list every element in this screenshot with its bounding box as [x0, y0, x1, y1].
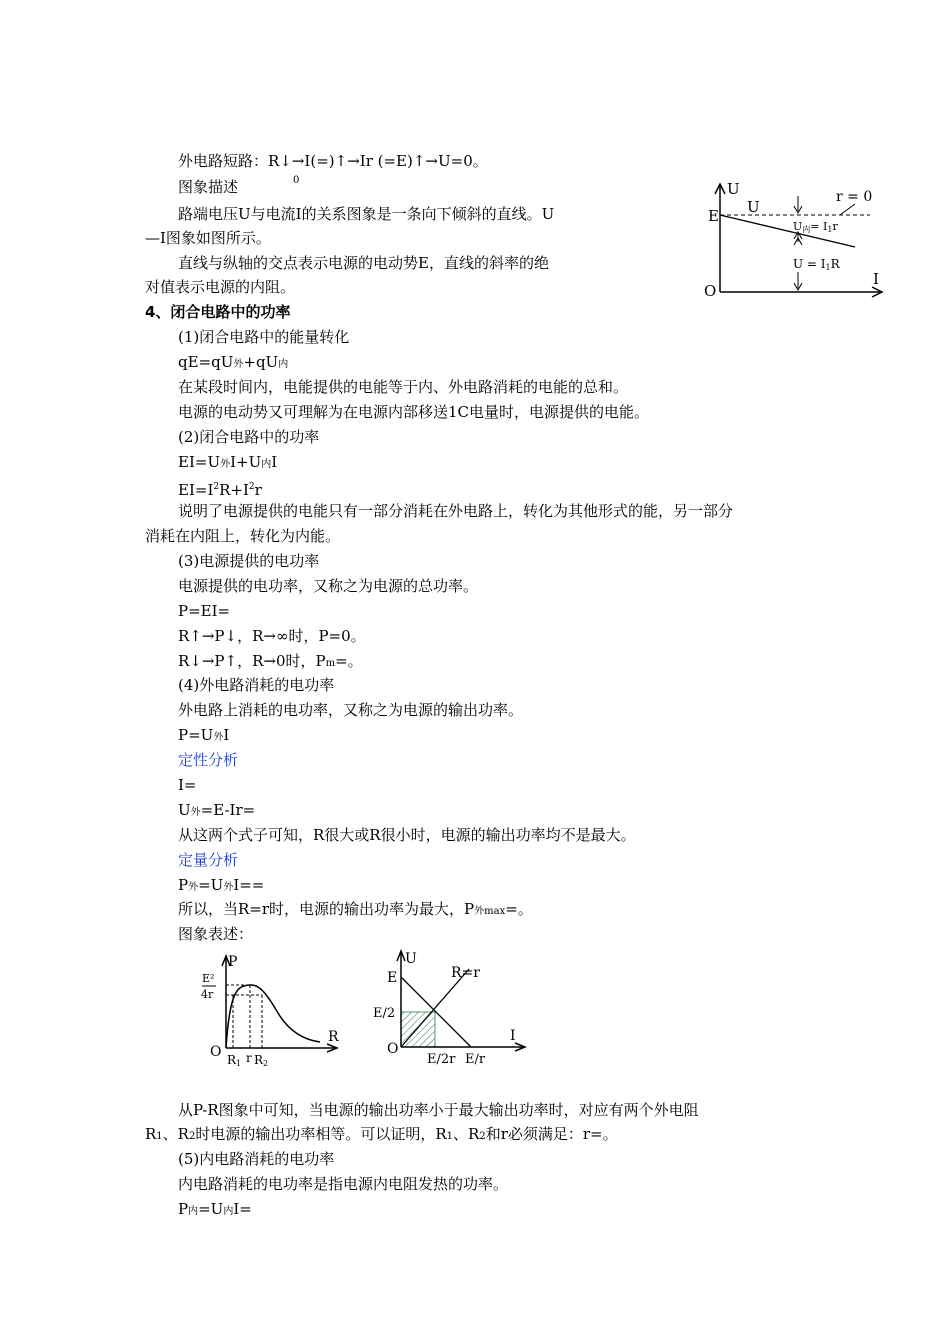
- u-segment-label: U: [747, 198, 760, 216]
- subheading-2: (2)闭合电路中的功率: [178, 428, 320, 446]
- r1-label: R1: [227, 1053, 242, 1068]
- formula-r-down: R↓→P↑，R→0时，Pm=。: [178, 652, 363, 670]
- pr-graph-figure: [190, 948, 350, 1073]
- 4r-label: 4r: [201, 988, 214, 1001]
- uir-label: U = I1R: [793, 257, 840, 272]
- text-not-max: 从这两个式子可知，R很大或R很小时，电源的输出功率均不是最大。: [178, 826, 636, 844]
- r0-pointer: [840, 204, 855, 215]
- ui-rr-graph-figure: [365, 945, 535, 1070]
- origin-label: O: [210, 1044, 222, 1060]
- text-explanation-1: 说明了电源提供的电能只有一部分消耗在外电路上，转化为其他形式的能，另一部分: [178, 502, 734, 520]
- text-energy-sum: 在某段时间内，电能提供的电能等于内、外电路消耗的电能的总和。: [178, 378, 629, 396]
- subheading-1: (1)闭合电路中的能量转化: [178, 328, 350, 346]
- text-explanation-2: 消耗在内阻上，转化为内能。: [145, 527, 341, 545]
- i-axis-label: I: [510, 1028, 516, 1044]
- formula-r-up: R↑→P↓，R→∞时，P=0。: [178, 627, 366, 645]
- subheading-4: (4)外电路消耗的电功率: [178, 676, 335, 694]
- text-emf-meaning: 电源的电动势又可理解为在电源内部移送1C电量时，电源提供的电能。: [178, 403, 650, 421]
- ui-graph-figure: [700, 178, 890, 303]
- heading-quantitative: 定量分析: [178, 851, 239, 869]
- text-total-power: 电源提供的电功率，又称之为电源的总功率。: [178, 577, 479, 595]
- heading-qualitative: 定性分析: [178, 751, 239, 769]
- origin-label: O: [704, 282, 717, 300]
- e-over-2r-label: E/2r: [427, 1052, 456, 1067]
- e-label: E: [387, 970, 398, 986]
- heading-graph-description: 图象描述: [178, 178, 239, 196]
- r-axis-label: R: [328, 1029, 339, 1045]
- formula-u-out: U外=E-Ir=: [178, 801, 256, 819]
- e-label: E: [708, 207, 719, 225]
- subheading-3: (3)电源提供的电功率: [178, 552, 320, 570]
- r2-label: R2: [254, 1053, 269, 1068]
- e2-label: E²: [202, 972, 215, 985]
- subheading-5: (5)内电路消耗的电功率: [178, 1150, 335, 1168]
- text-pr-conclusion-2: R1、R2时电源的输出功率相等。可以证明，R1、R2和r必须满足：r=。: [145, 1125, 618, 1143]
- r-label: r: [246, 1051, 252, 1065]
- pr-curve: [226, 985, 320, 1048]
- text-pr-conclusion-1: 从P-R图象中可知，当电源的输出功率小于最大输出功率时，对应有两个外电阻: [178, 1101, 699, 1119]
- formula-p-in: P内=U内I=: [178, 1200, 252, 1218]
- i-axis-label: I: [873, 270, 879, 288]
- formula-p-out: P外=U外I==: [178, 876, 265, 894]
- origin-label: O: [387, 1041, 399, 1057]
- r-equals-r-label: R=r: [451, 965, 480, 981]
- text-intercept-2: 对值表示电源的内阻。: [145, 278, 296, 296]
- formula-p-ui: P=U外I: [178, 726, 230, 744]
- formula-i: I=: [178, 776, 197, 794]
- text-intercept-1: 直线与纵轴的交点表示电源的电动势E，直线的斜率的绝: [178, 254, 549, 272]
- u-axis-label: U: [727, 180, 740, 198]
- text-internal-power: 内电路消耗的电功率是指电源内电阻发热的功率。: [178, 1175, 509, 1193]
- formula-power-1: EI=U外I+U内I: [178, 453, 278, 471]
- formula-energy: qE=qU外+qU内: [178, 353, 289, 371]
- text-max-condition: 所以，当R=r时，电源的输出功率为最大，P外max=。: [178, 900, 533, 918]
- text-short-circuit: 外电路短路：R↓→I(=)↑→Ir (=E)↑→U=0。: [178, 152, 488, 170]
- small-zero: 0: [293, 175, 300, 186]
- r0-label: r = 0: [836, 189, 873, 205]
- formula-power-2: $EI=I^2R+I^2r$: [178, 481, 262, 499]
- section-heading-4: 4、闭合电路中的功率: [145, 303, 291, 321]
- text-ui-graph-1: 路端电压U与电流I的关系图象是一条向下倾斜的直线。U: [178, 205, 555, 223]
- e-half-label: E/2: [373, 1006, 396, 1021]
- formula-p-ei: P=EI=: [178, 602, 231, 620]
- p-axis-label: P: [228, 954, 238, 970]
- e-over-r-label: E/r: [465, 1052, 486, 1067]
- text-output-power: 外电路上消耗的电功率，又称之为电源的输出功率。: [178, 701, 524, 719]
- u-axis-label: U: [405, 951, 417, 967]
- text-graph-expression: 图象表述：: [178, 925, 254, 943]
- uin-label: U内= I1r: [793, 220, 838, 234]
- text-ui-graph-2: —I图象如图所示。: [145, 229, 271, 247]
